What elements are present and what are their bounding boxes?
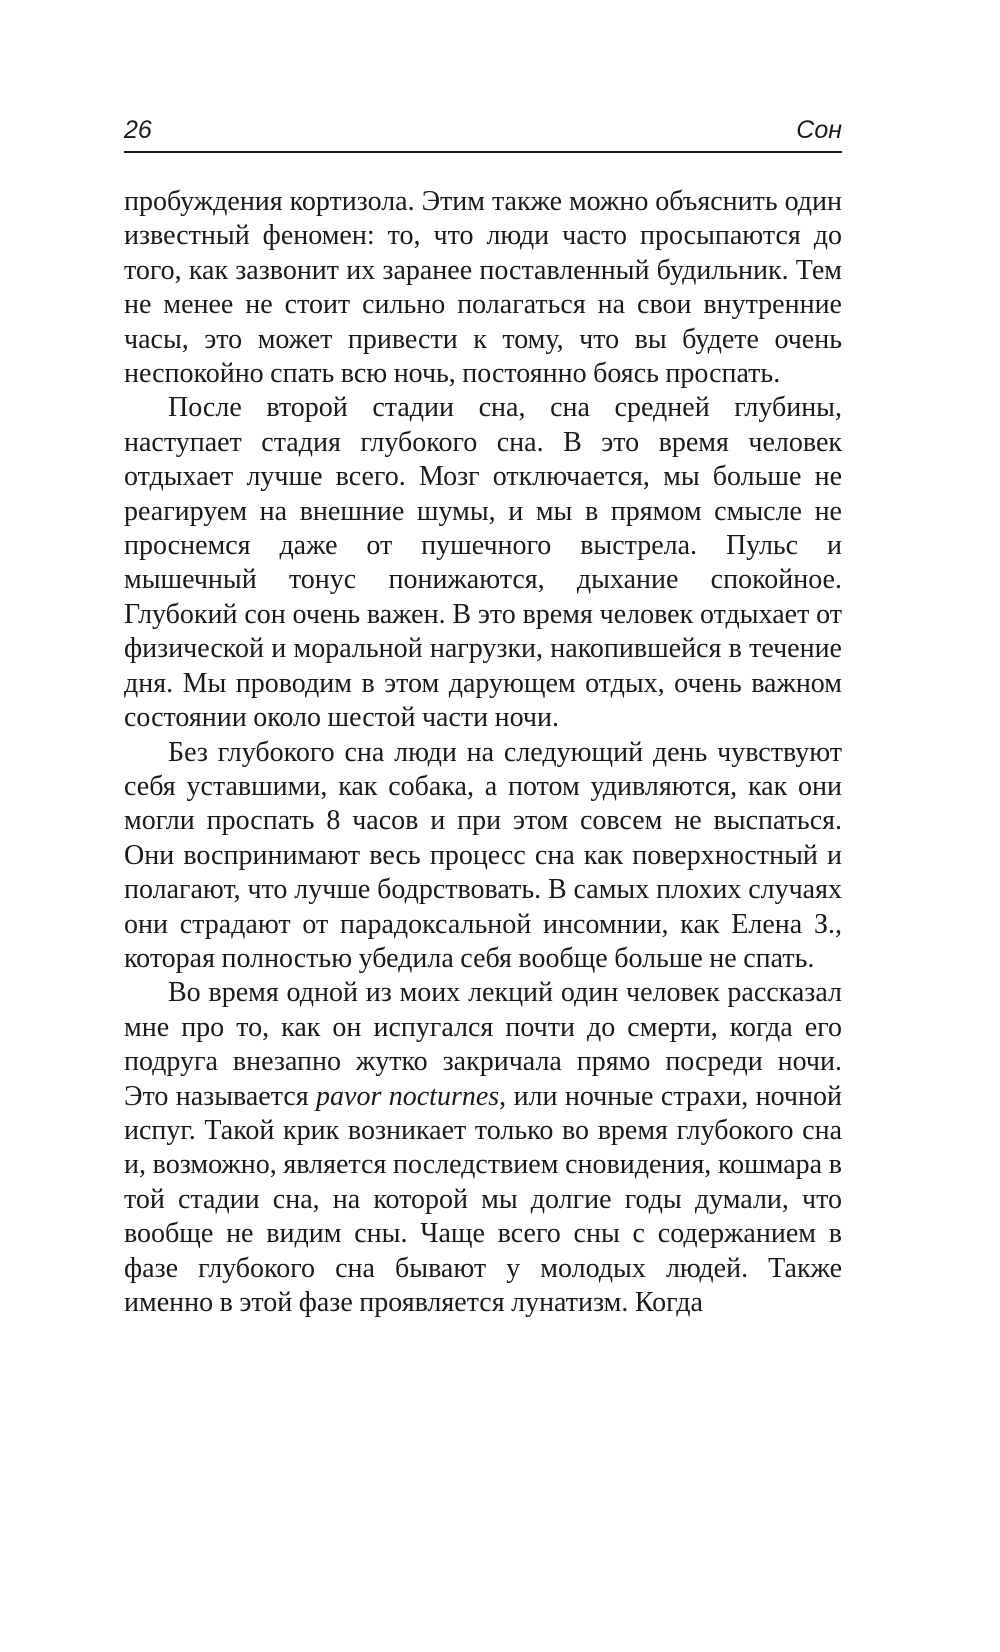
page-number: 26 [124,116,152,144]
paragraph-text: Во время одной из моих лекций один человек рассказал мне про то, как он испугался почти до смерти, когда его подруга внезапно жутко закричала прямо посреди ночи. Это называется [124,977,842,1112]
body-text [124,185,842,1320]
book-page [124,0,842,1652]
running-head [124,112,842,148]
header-rule [124,151,842,153]
paragraph: После второй стадии сна, сна средней глубины, наступает стадия глубокого сна. В это время человек отдыхает лучше всего. Мозг отключается, мы больше не реагируем на внешние шумы, и мы в прямом смысле не проснемся даже от пушечного выстрела. Пульс и мышечный тонус понижаются, дыхание спокойное. Глубокий сон очень важен. В это время человек отдыхает от физической и моральной нагрузки, накопившейся в течение дня. Мы проводим в этом дарующем отдых, очень важном состоянии около шестой части ночи. [124,392,842,734]
paragraph: Без глубокого сна люди на следующий день чувствуют себя уставшими, как собака, а потом удивляются, как они могли проспать 8 часов и при этом совсем не выспаться. Они воспринимают весь процесс сна как поверхностный и полагают, что лучше бодрствовать. В самых плохих случаях они страдают от парадоксальной инсомнии, как Елена З., которая полностью убедила себя вообще больше не спать. [124,736,842,974]
paragraph-text: , или ночные страхи, ночной испуг. Такой крик возникает только во время глубокого сна и, возможно, является последствием сновидения, кошмара в той стадии сна, на которой мы долгие годы думали, что вообще не видим сны. Чаще всего сны с содержанием в фазе глубокого сна бывают у молодых людей. Также именно в этой фазе проявляется лунатизм. Когда [124,1080,842,1318]
latin-term: pavor nocturnes [316,1080,500,1112]
paragraph-continued: пробуждения кортизола. Этим также можно объяснить один известный феномен: то, что люди часто просыпаются до того, как зазвонит их заранее поставленный будильник. Тем не менее не стоит сильно полагаться на свои внутренние часы, это может привести к тому, что вы будете очень неспокойно спать всю ночь, постоянно боясь проспать. [124,186,842,390]
paragraph [124,976,842,1320]
section-title: Сон [796,116,842,144]
